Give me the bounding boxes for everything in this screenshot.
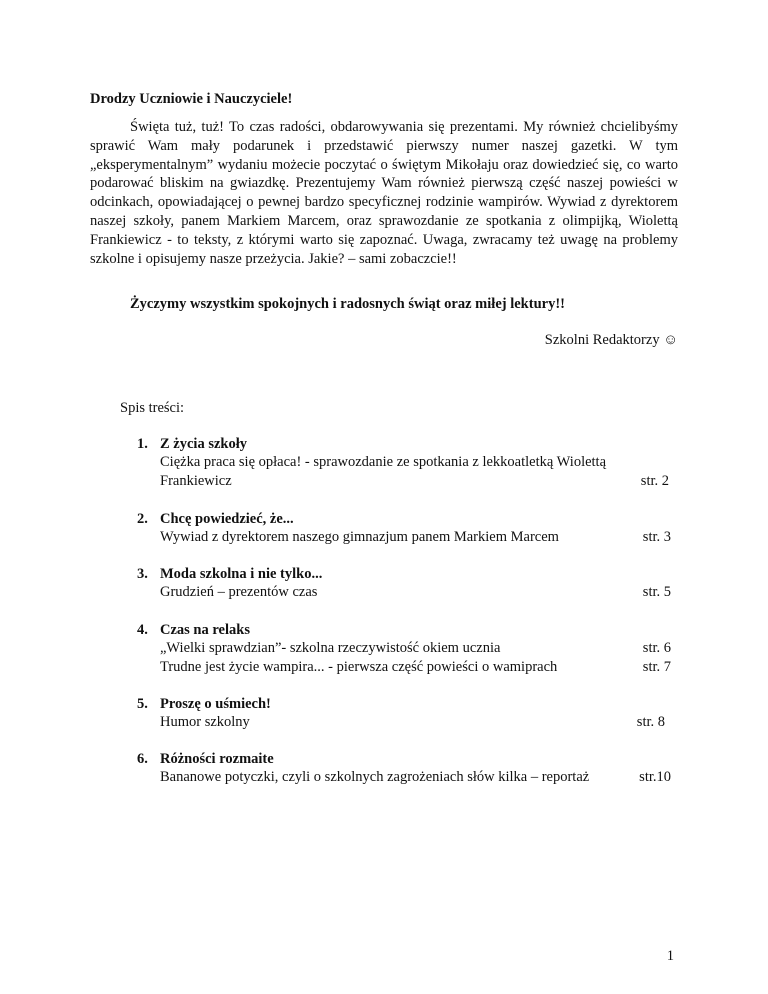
toc-heading: Z życia szkoły — [160, 436, 247, 452]
toc-description-second: Trudne jest życie wampira... - pierwsza część powieści o wamiprach — [160, 659, 558, 675]
toc-page-second: str. 7 — [642, 659, 671, 675]
toc-title: Spis treści: — [120, 400, 185, 416]
toc-description: Grudzień – prezentów czas — [160, 584, 318, 600]
toc-heading: Proszę o uśmiech! — [160, 696, 271, 712]
greeting: Drodzy Uczniowie i Nauczyciele! — [90, 91, 293, 107]
toc-heading: Chcę powiedzieć, że... — [160, 511, 294, 527]
toc-page: str. 3 — [642, 529, 671, 545]
toc-number: 1. — [137, 436, 148, 452]
wishes: Życzymy wszystkim spokojnych i radosnych świąt oraz miłej lektury!! — [130, 296, 565, 312]
toc-page: str. 2 — [640, 473, 669, 489]
toc-page: str. 8 — [636, 714, 665, 730]
toc-heading: Czas na relaks — [160, 622, 250, 638]
toc-heading: Moda szkolna i nie tylko... — [160, 566, 323, 582]
toc-page: str. 5 — [642, 584, 671, 600]
signature: Szkolni Redaktorzy ☺ — [544, 332, 678, 348]
toc-number: 6. — [137, 751, 148, 767]
page-number: 1 — [666, 948, 674, 964]
toc-description: Humor szkolny — [160, 714, 250, 730]
toc-description: Wywiad z dyrektorem naszego gimnazjum panem Markiem Marcem — [160, 529, 559, 545]
toc-number: 4. — [137, 622, 148, 638]
toc-heading: Różności rozmaite — [160, 751, 274, 767]
toc-description: Ciężka praca się opłaca! - sprawozdanie ze spotkania z lekkoatletką Wiolettą — [160, 454, 607, 470]
toc-number: 3. — [137, 566, 148, 582]
toc-number: 5. — [137, 696, 148, 712]
toc-page: str.10 — [639, 769, 671, 785]
toc-description: „Wielki sprawdzian”- szkolna rzeczywistość okiem ucznia — [160, 640, 501, 656]
intro-paragraph: Święta tuż, tuż! To czas radości, obdarowywania się prezentami. My również chcielibyśmy sprawić Wam mały podarunek i przedstawić pierwszy numer naszej gazetki. W tym „eksperymentalnym” wydaniu możecie poczytać o świętym Mikołaju oraz dowiedzieć się, co warto podarować bliskim na gwiazdkę. Prezentujemy Wam również pierwszą część naszej powieści w odcinkach, opowiadającej o pewnej bardzo specyficznej rodzinie wampirów. Wywiad z dyrektorem naszej szkoły, panem Markiem Marcem, oraz sprawozdanie ze spotkania z olimpijką, Wiolettą Frankiewicz - to teksty, z którymi warto się zapoznać. Uwaga, zwracamy też uwagę na problemy szkolne i opisujemy nasze przeżycia. Jakie? – sami zobaczcie!! — [90, 119, 678, 267]
toc-description: Bananowe potyczki, czyli o szkolnych zagrożeniach słów kilka – reportaż — [160, 769, 590, 785]
toc-page: str. 6 — [642, 640, 671, 656]
toc-description-continued: Frankiewicz — [160, 473, 232, 489]
toc-number: 2. — [137, 511, 148, 527]
